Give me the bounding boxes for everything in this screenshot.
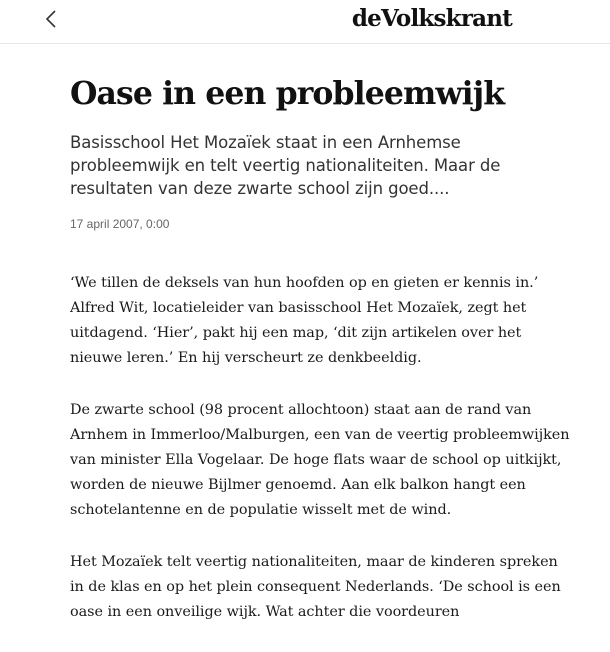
article-paragraph: De zwarte school (98 procent allochtoon) staat aan de rand van Arnhem in Immerloo/Malburgen, een van de veertig probleemwijken van minister Ella Vogelaar. De hoge flats waar de school op uitkijkt, worden de nieuwe Bijlmer genoemd. Aan elk balkon hangt een schotelantenne en de populatie wisselt met de wind.	[70, 402, 570, 518]
article	[70, 74, 570, 652]
back-button[interactable]	[36, 6, 66, 36]
article-paragraph: ‘We tillen de deksels van hun hoofden op en gieten er kennis in.’ Alfred Wit, locatieleider van basisschool Het Mozaïek, zegt het uitdagend. ‘Hier’, pakt hij een map, ‘dit zijn artikelen over het nieuwe leren.’ En hij verscheurt ze denkbeeldig.	[70, 275, 539, 366]
article-lead: Basisschool Het Mozaïek staat in een Arnhemse probleemwijk en telt veertig nationaliteiten. Maar de resultaten van deze zwarte school zijn goed....	[70, 133, 501, 198]
chevron-left-icon	[45, 9, 57, 33]
article-title: Oase in een probleemwijk	[70, 75, 505, 112]
article-paragraph: Het Mozaïek telt veertig nationaliteiten, maar de kinderen spreken in de klas en op het plein consequent Nederlands. ‘De school is een oase in een onveilige wijk. Wat achter die voordeuren	[70, 554, 561, 620]
article-body	[70, 271, 570, 625]
volkskrant-logo[interactable]: deVolkskrant	[351, 5, 512, 32]
top-navigation-bar	[0, 0, 610, 44]
article-date: 17 april 2007, 0:00	[70, 217, 170, 231]
